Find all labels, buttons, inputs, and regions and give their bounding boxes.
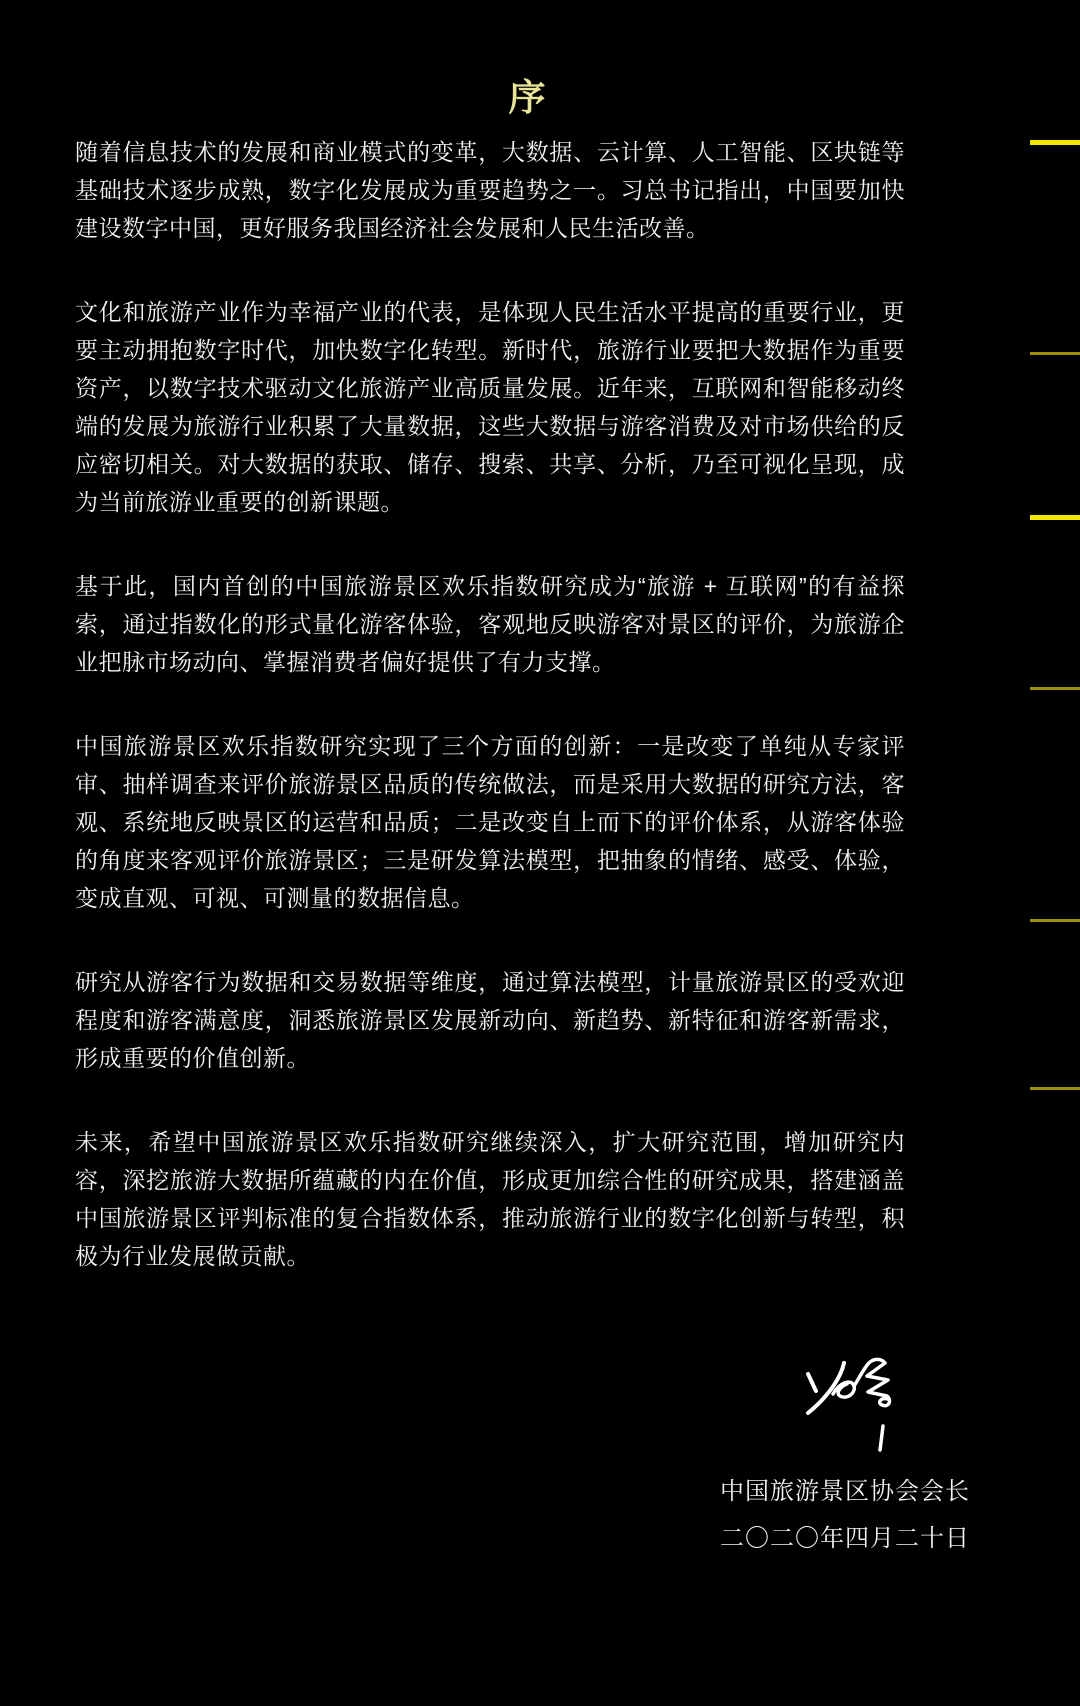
paragraph-2: 文化和旅游产业作为幸福产业的代表，是体现人民生活水平提高的重要行业，更要主动拥抱数字时代，加快数字化转型。新时代，旅游行业要把大数据作为重要资产，以数字技术驱动文化旅游产业高质量发展。近年来，互联网和智能移动终端的发展为旅游行业积累了大量数据，这些大数据与游客消费及对市场供给的反应密切相关。对大数据的获取、储存、搜索、共享、分析，乃至可视化呈现，成为当前旅游业重要的创新课题。 — [75, 299, 905, 515]
edge-dash — [1030, 140, 1080, 145]
paragraph-4: 中国旅游景区欢乐指数研究实现了三个方面的创新：一是改变了单纯从专家评审、抽样调查来评价旅游景区品质的传统做法，而是采用大数据的研究方法，客观、系统地反映景区的运营和品质；二是改变自上而下的评价体系，从游客体验的角度来客观评价旅游景区；三是研发算法模型，把抽象的情绪、感受、体验，变成直观、可视、可测量的数据信息。 — [75, 733, 905, 911]
paragraph-1: 随着信息技术的发展和商业模式的变革，大数据、云计算、人工智能、区块链等基础技术逐步成熟，数字化发展成为重要趋势之一。习总书记指出，中国要加快建设数字中国，更好服务我国经济社会发展和人民生活改善。 — [75, 139, 905, 241]
paragraph-6: 未来，希望中国旅游景区欢乐指数研究继续深入，扩大研究范围，增加研究内容，深挖旅游大数据所蕴藏的内在价值，形成更加综合性的研究成果，搭建涵盖中国旅游景区评判标准的复合指数体系，推动旅游行业的数字化创新与转型，积极为行业发展做贡献。 — [75, 1129, 905, 1269]
edge-dash — [1030, 515, 1080, 520]
preface-body — [75, 133, 905, 1275]
edge-dash — [1030, 1087, 1080, 1090]
signoff-date: 二〇二〇年四月二十日 — [720, 1525, 970, 1552]
signoff-block — [720, 1468, 970, 1562]
edge-dash — [1030, 687, 1080, 690]
page-title: 序 — [508, 77, 548, 118]
edge-dash — [1030, 352, 1080, 355]
paragraph-5: 研究从游客行为数据和交易数据等维度，通过算法模型，计量旅游景区的受欢迎程度和游客满意度，洞悉旅游景区发展新动向、新趋势、新特征和游客新需求，形成重要的价值创新。 — [75, 969, 905, 1071]
paragraph-3: 基于此，国内首创的中国旅游景区欢乐指数研究成为“旅游 + 互联网”的有益探索，通过指数化的形式量化游客体验，客观地反映游客对景区的评价，为旅游企业把脉市场动向、掌握消费者偏好提供了有力支撑。 — [75, 573, 905, 675]
signature-image — [795, 1350, 907, 1454]
signoff-title: 中国旅游景区协会会长 — [720, 1478, 970, 1505]
edge-dash — [1030, 919, 1080, 922]
